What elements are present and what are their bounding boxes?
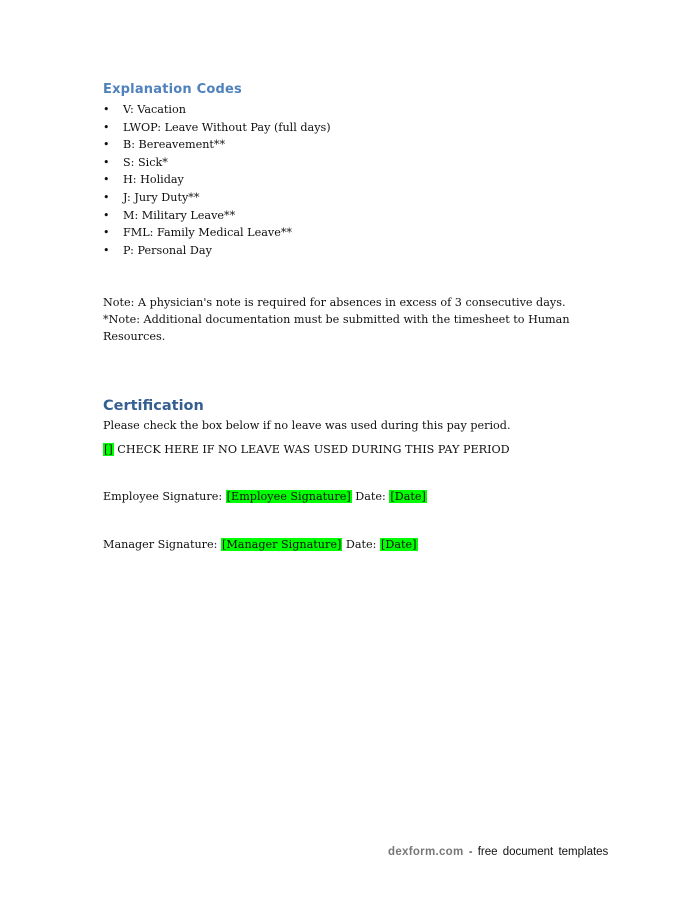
explanation-codes-heading: Explanation Codes <box>103 82 242 97</box>
list-item: • H: Holiday <box>103 171 331 189</box>
list-item: • V: Vacation <box>103 101 331 119</box>
manager-signature-row <box>103 538 418 551</box>
list-item: • LWOP: Leave Without Pay (full days) <box>103 119 331 137</box>
certification-instruction: Please check the box below if no leave was used during this pay period. <box>103 419 511 432</box>
bullet-icon: • <box>103 190 110 204</box>
list-item: • FML: Family Medical Leave** <box>103 224 331 242</box>
employee-signature-label: Employee Signature: <box>103 490 223 503</box>
manager-date-label: Date: <box>345 538 377 551</box>
manager-date-field[interactable]: [Date] <box>381 538 417 551</box>
bullet-icon: • <box>103 155 110 169</box>
physician-note: Note: A physician's note is required for absences in excess of 3 consecutive days. <box>103 296 566 309</box>
list-item: • J: Jury Duty** <box>103 189 331 207</box>
employee-signature-row <box>103 490 427 503</box>
explanation-codes-list <box>103 101 331 259</box>
bullet-icon: • <box>103 226 110 240</box>
bullet-icon: • <box>103 103 110 116</box>
list-item: • S: Sick* <box>103 154 331 172</box>
bullet-icon: • <box>103 173 110 187</box>
list-item: • M: Military Leave** <box>103 207 331 225</box>
footer-tagline: - free document templates <box>463 846 609 858</box>
bullet-icon: • <box>103 138 110 152</box>
employee-signature-field[interactable]: [Employee Signature] <box>226 490 351 503</box>
documentation-note-line1: *Note: Additional documentation must be submitted with the timesheet to Human <box>103 313 570 326</box>
bullet-icon: • <box>103 120 110 134</box>
employee-date-field[interactable]: [Date] <box>390 490 426 503</box>
footer <box>388 846 608 858</box>
manager-signature-field[interactable]: [Manager Signature] <box>221 538 342 551</box>
certification-heading: Certification <box>103 398 204 414</box>
employee-date-label: Date: <box>355 490 386 503</box>
no-leave-checkbox-row <box>103 443 510 456</box>
no-leave-checkbox[interactable]: [] <box>104 443 113 456</box>
bullet-icon: • <box>103 243 110 257</box>
footer-brand-link[interactable]: dexform.com <box>388 846 464 858</box>
list-item: • P: Personal Day <box>103 242 331 260</box>
bullet-icon: • <box>103 208 110 222</box>
list-item: • B: Bereavement** <box>103 136 331 154</box>
manager-signature-label: Manager Signature: <box>103 538 218 551</box>
no-leave-checkbox-label: CHECK HERE IF NO LEAVE WAS USED DURING THIS PAY PERIOD <box>117 443 510 456</box>
documentation-note-line2: Resources. <box>103 330 166 343</box>
